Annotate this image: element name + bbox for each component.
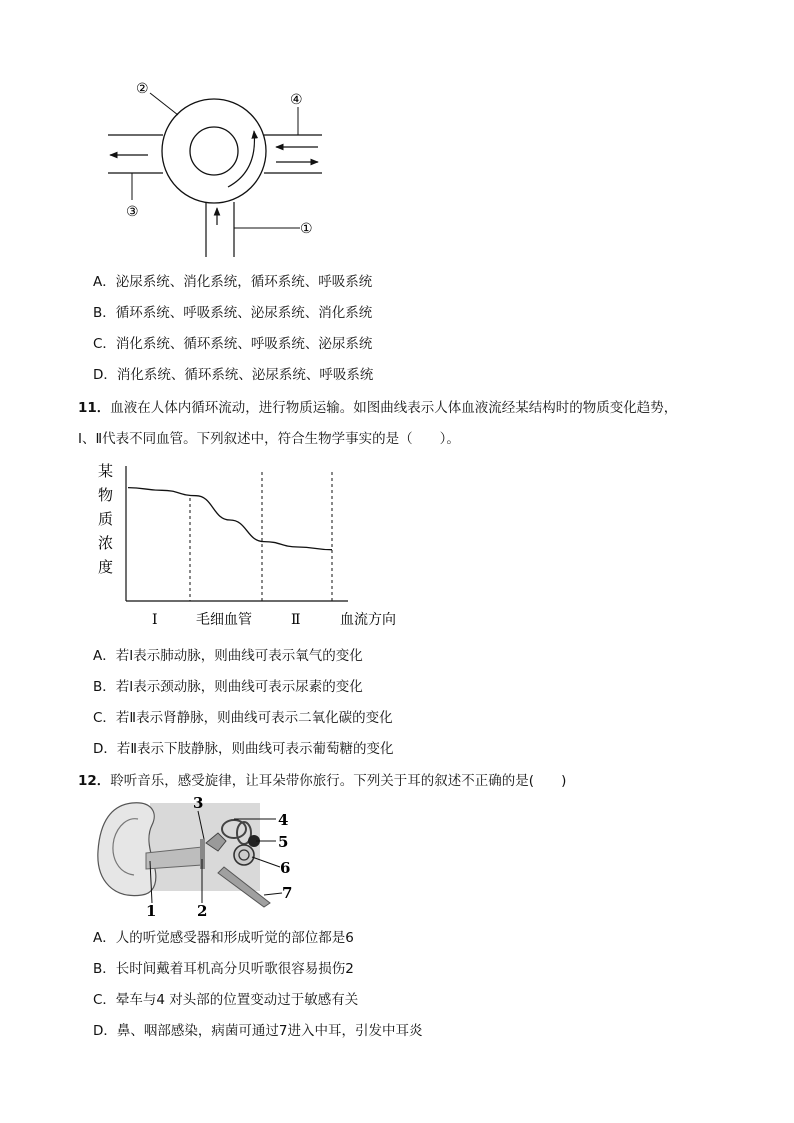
q12-option-c: C．晕车与4 对头部的位置变动过于敏感有关	[93, 992, 359, 1008]
x-label-I: Ⅰ	[152, 612, 158, 628]
series-line	[128, 488, 332, 550]
q12-option-d: D．鼻、咽部感染，病菌可通过7进入中耳，引发中耳炎	[93, 1023, 423, 1039]
circulation-diagram	[100, 75, 330, 260]
q11-option-c: C．若Ⅱ表示肾静脉，则曲线可表示二氧化碳的变化	[93, 710, 393, 726]
ear-label-3: 3	[193, 795, 204, 812]
x-label-II: Ⅱ	[291, 612, 301, 628]
label-3: ③	[126, 204, 139, 220]
label-4: ④	[290, 92, 303, 108]
q12-number: 12．	[78, 773, 111, 789]
q12-option-b: B．长时间戴着耳机高分贝听歌很容易损伤2	[93, 961, 354, 977]
q11-option-a: A．若Ⅰ表示肺动脉，则曲线可表示氧气的变化	[93, 648, 363, 664]
q10-option-b: B．循环系统、呼吸系统、泌尿系统、消化系统	[93, 305, 373, 321]
label-2: ②	[136, 81, 149, 97]
auricle	[98, 803, 156, 896]
q11-option-d: D．若Ⅱ表示下肢静脉，则曲线可表示葡萄糖的变化	[93, 741, 394, 757]
q11-stem-line1: 11．血液在人体内循环流动，进行物质运输。如图曲线表示人体血液流经某结构时的物质变化趋势，	[78, 400, 678, 416]
y-label-char: 质	[98, 510, 114, 528]
y-label-char: 物	[98, 486, 114, 504]
inner-circle	[190, 127, 238, 175]
label-1: ①	[300, 221, 313, 237]
q11-number: 11．	[78, 400, 111, 416]
concentration-chart	[90, 458, 420, 630]
q12-stem: 12．聆听音乐，感受旋律，让耳朵带你旅行。下列关于耳的叙述不正确的是( )	[78, 773, 567, 789]
x-label-capillary: 毛细血管	[196, 612, 252, 628]
ear-label-1: 1	[146, 902, 157, 920]
y-label-char: 某	[98, 462, 114, 480]
ear-label-7: 7	[282, 884, 293, 902]
q11-option-b: B．若Ⅰ表示颈动脉，则曲线可表示尿素的变化	[93, 679, 363, 695]
ear-label-4: 4	[278, 811, 289, 829]
y-label-char: 浓	[98, 534, 114, 552]
ear-label-5: 5	[278, 833, 289, 851]
q11-stem-line2: Ⅰ、Ⅱ代表不同血管。下列叙述中，符合生物学事实的是（ ）。	[78, 431, 460, 447]
ear-label-6: 6	[280, 859, 291, 877]
ear-diagram	[94, 795, 299, 920]
q10-option-c: C．消化系统、循环系统、呼吸系统、泌尿系统	[93, 336, 373, 352]
y-label-char: 度	[98, 558, 114, 576]
q10-option-d: D．消化系统、循环系统、泌尿系统、呼吸系统	[93, 367, 374, 383]
q12-option-a: A．人的听觉感受器和形成听觉的部位都是6	[93, 930, 354, 946]
x-label-flow: 血流方向	[340, 612, 396, 628]
q10-option-a: A．泌尿系统、消化系统，循环系统、呼吸系统	[93, 274, 373, 290]
cochlea	[234, 845, 254, 865]
ear-label-2: 2	[197, 902, 208, 920]
